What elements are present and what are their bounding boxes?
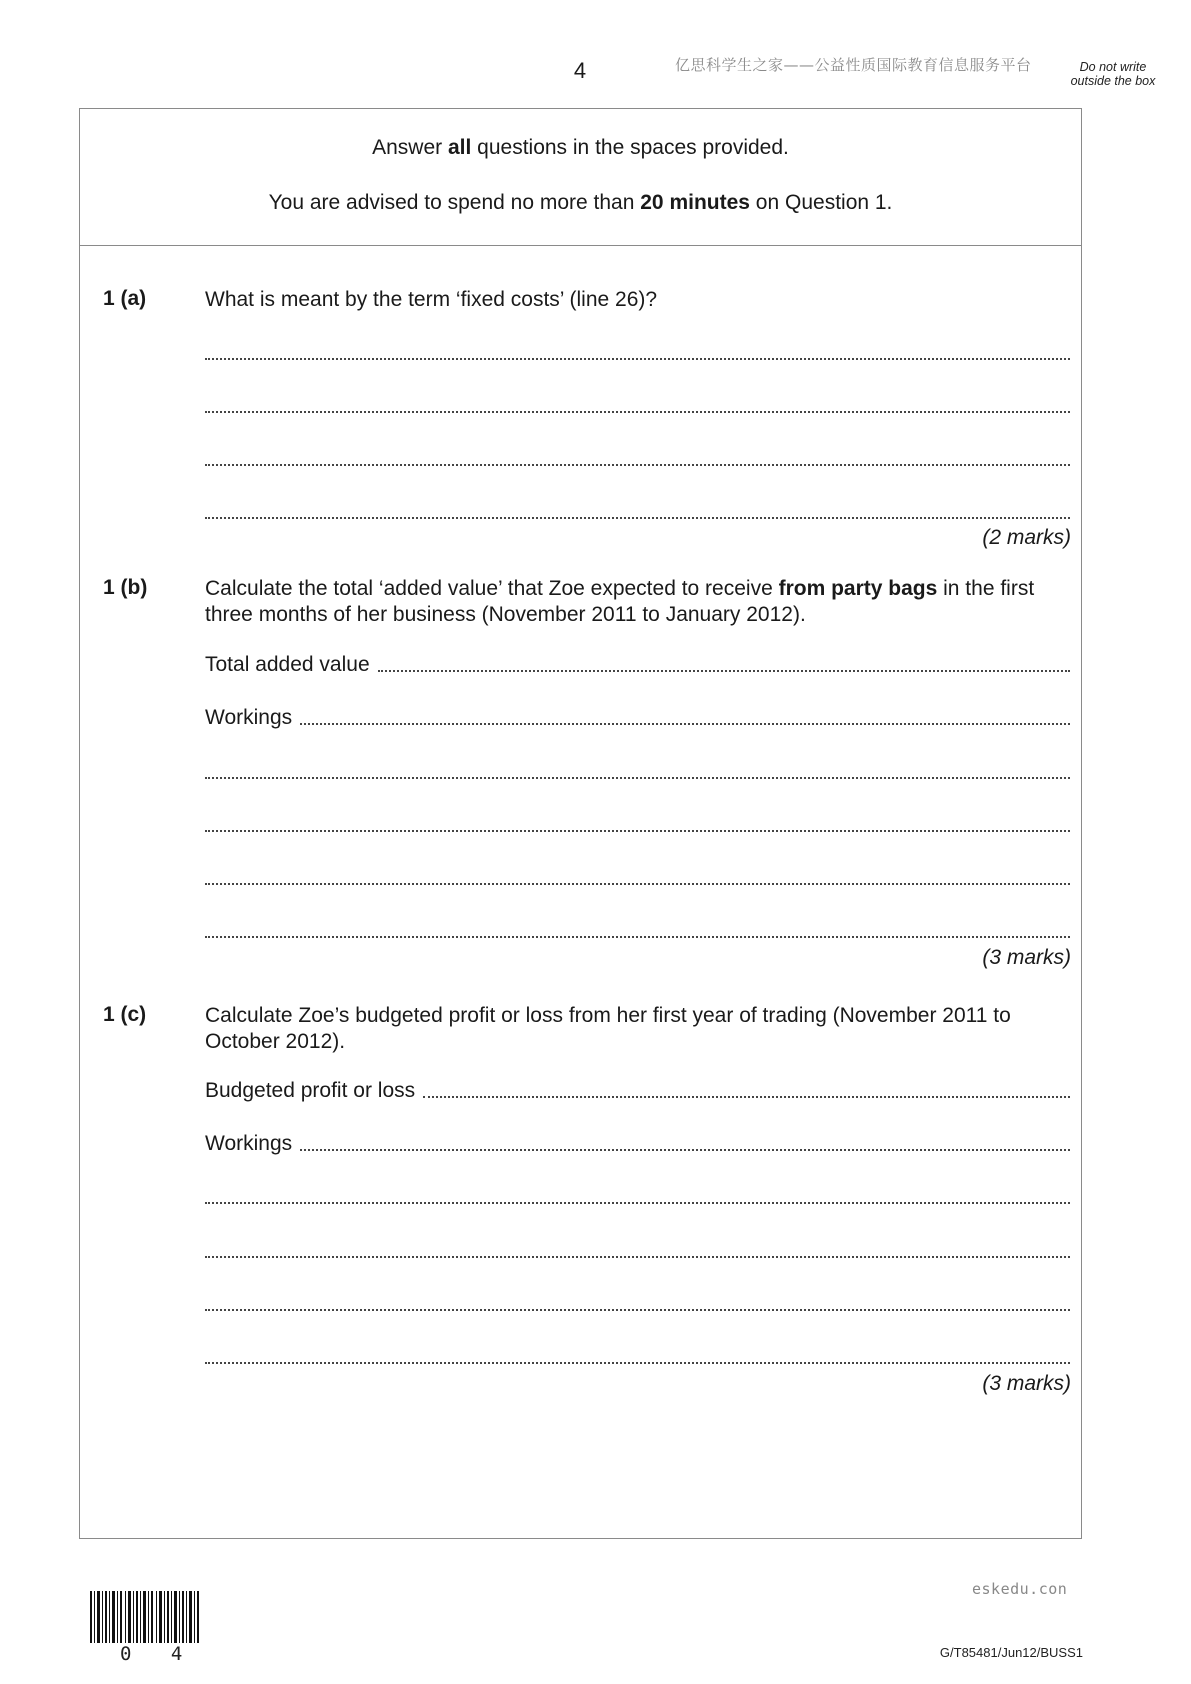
question-text-emphasis: from party bags [778,577,938,600]
margin-note: Do not write outside the box [1070,60,1156,88]
field-label: Workings [205,706,293,729]
marks-label-1a: (2 marks) [982,526,1071,549]
paper-reference: G/T85481/Jun12/BUSS1 [939,1645,1083,1660]
answer-line[interactable] [205,1344,1070,1370]
watermark-text: 亿思科学生之家——公益性质国际教育信息服务平台 [675,56,1032,74]
instruction-emphasis: all [447,136,472,159]
question-number-1c: 1 (c) [103,1003,147,1026]
field-label: Workings [205,1132,293,1155]
question-number-1a: 1 (a) [103,287,147,310]
workings-field-1b[interactable] [205,705,1070,731]
question-text-1c: Calculate Zoe’s budgeted profit or loss from her first year of trading (November 2011 to October 2012). [205,1004,1011,1053]
site-watermark: eskedu.con [972,1580,1068,1598]
barcode-image [90,1591,200,1643]
field-label: Budgeted profit or loss [205,1079,416,1102]
page-number: 4 [573,58,587,83]
instruction-text: Answer [372,136,448,159]
answer-line[interactable] [205,918,1070,944]
answer-line[interactable] [205,1291,1070,1317]
answer-line[interactable] [205,499,1070,525]
barcode-number: 0 4 [120,1643,197,1665]
budgeted-profit-field[interactable] [205,1078,1070,1104]
marks-label-1b: (3 marks) [982,946,1071,969]
question-text-1b [205,576,1070,628]
answer-line[interactable] [205,759,1070,785]
answer-line[interactable] [205,1184,1070,1210]
question-text-1a: What is meant by the term ‘fixed costs’ (line 26)? [205,288,658,311]
instruction-line-1 [79,136,1082,160]
answer-line[interactable] [205,446,1070,472]
answer-line[interactable] [205,393,1070,419]
question-text-part: Calculate the total ‘added value’ that Zoe expected to receive [205,577,779,600]
instruction-text: You are advised to spend no more than [268,191,641,214]
total-added-value-field[interactable] [205,652,1070,678]
field-label: Total added value [205,653,370,676]
marks-label-1c: (3 marks) [982,1372,1071,1395]
instruction-line-2 [79,191,1082,215]
instruction-text: on Question 1. [749,191,893,214]
instruction-text: questions in the spaces provided. [471,136,789,159]
answer-line[interactable] [205,1238,1070,1264]
box-divider [79,245,1082,246]
instruction-emphasis: 20 minutes [640,191,750,214]
answer-line[interactable] [205,865,1070,891]
question-number-1b: 1 (b) [103,576,148,599]
question-text-part: in the first three months of her business (November 2011 to January 2012). [205,577,1035,626]
workings-field-1c[interactable] [205,1131,1070,1157]
answer-line[interactable] [205,340,1070,366]
answer-line[interactable] [205,812,1070,838]
